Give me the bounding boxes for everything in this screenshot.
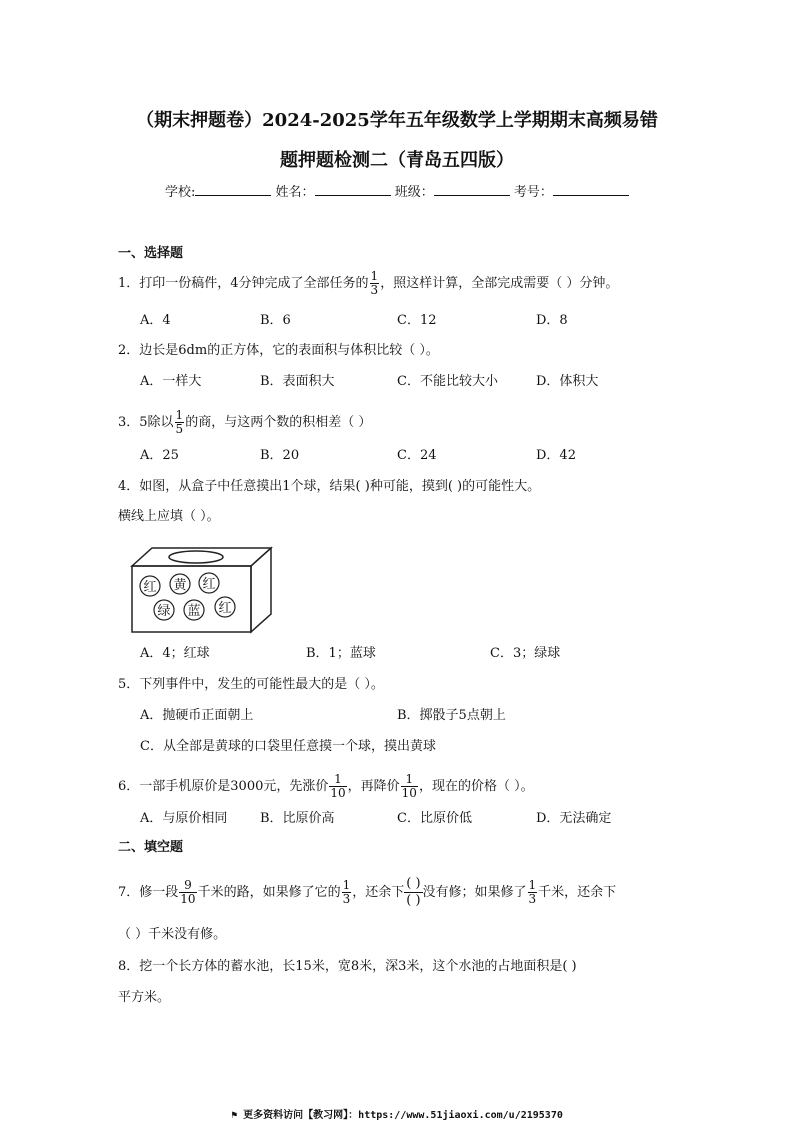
footer xyxy=(0,1106,794,1121)
name-blank[interactable] xyxy=(315,183,391,196)
q5-option-a[interactable]: A．抛硬币正面朝上 xyxy=(140,708,254,723)
svg-text:绿: 绿 xyxy=(157,604,171,619)
question-8-line2: 平方米。 xyxy=(118,990,171,1005)
q5-option-b[interactable]: B．掷骰子5点朝上 xyxy=(397,708,506,723)
q6-option-a[interactable]: A．与原价相同 xyxy=(140,811,228,826)
svg-text:红: 红 xyxy=(202,577,216,592)
q6-fraction-2: $\frac{1}{10}$ xyxy=(401,772,417,800)
page-title-line1: （期末押题卷）2024-2025学年五年级数学上学期期末高频易错 xyxy=(136,110,658,131)
q6-text-mid: ，再降价 xyxy=(347,779,400,794)
school-label: 学校: xyxy=(165,185,196,200)
q1-option-b[interactable]: B．6 xyxy=(260,313,291,328)
q2-option-d[interactable]: D．体积大 xyxy=(536,374,599,389)
ball-red-2 xyxy=(199,573,219,593)
svg-text:黄: 黄 xyxy=(173,578,187,593)
svg-text:红: 红 xyxy=(218,601,232,616)
school-blank[interactable] xyxy=(195,183,271,196)
q6-option-c[interactable]: C．比原价低 xyxy=(397,811,472,826)
q6-text-post: ，现在的价格（ ）。 xyxy=(418,779,534,794)
ball-red-1 xyxy=(140,576,160,596)
question-3 xyxy=(118,409,371,436)
q7-fraction-2: $\frac{1}{3}$ xyxy=(342,878,351,906)
q3-text-pre: 3．5除以 xyxy=(118,415,174,430)
q2-option-a[interactable]: A．一样大 xyxy=(140,374,202,389)
number-label: 考号： xyxy=(513,185,553,200)
q2-option-c[interactable]: C．不能比较大小 xyxy=(397,374,498,389)
q7-fraction-1: $\frac{9}{10}$ xyxy=(180,878,196,906)
ball-box-figure xyxy=(128,544,273,636)
q5-option-c[interactable]: C．从全部是黄球的口袋里任意摸一个球，摸出黄球 xyxy=(140,739,436,754)
q1-option-c[interactable]: C．12 xyxy=(397,313,437,328)
q6-text-pre: 6．一部手机原价是3000元，先涨价 xyxy=(118,779,329,794)
q4-option-b[interactable]: B．1；蓝球 xyxy=(306,646,376,661)
svg-text:蓝: 蓝 xyxy=(187,604,201,619)
q1-text-post: ，照这样计算，全部完成需要（ ）分钟。 xyxy=(380,276,619,291)
q1-fraction: $\frac{1}{3}$ xyxy=(370,269,379,297)
q7-fraction-blank[interactable]: $\frac{( )}{( )}$ xyxy=(406,876,421,908)
q7-text-mid1: 千米的路，如果修了它的 xyxy=(197,885,341,900)
q3-option-c[interactable]: C．24 xyxy=(397,448,437,463)
q3-text-post: 的商，与这两个数的积相差（ ） xyxy=(185,415,372,430)
page-title-line2: 题押题检测二（青岛五四版） xyxy=(280,150,514,171)
ball-red-3 xyxy=(215,597,235,617)
question-2: 2．边长是6dm的正方体，它的表面积与体积比较（ ）。 xyxy=(118,343,439,358)
q1-option-d[interactable]: D．8 xyxy=(536,313,568,328)
question-6 xyxy=(118,773,534,800)
q2-option-b[interactable]: B．表面积大 xyxy=(260,374,335,389)
q3-option-b[interactable]: B．20 xyxy=(260,448,300,463)
flag-icon: ⚑ xyxy=(231,1110,244,1121)
q7-text-mid3: 没有修；如果修了 xyxy=(422,885,527,900)
q7-text-mid2: ，还余下 xyxy=(352,885,405,900)
footer-link[interactable]: 更多资料访问【教习网】：https://www.51jiaoxi.com/u/2195370 xyxy=(243,1110,563,1121)
question-7-line1 xyxy=(118,876,616,909)
q6-option-d[interactable]: D．无法确定 xyxy=(536,811,612,826)
q6-option-b[interactable]: B．比原价高 xyxy=(260,811,335,826)
q7-fraction-3: $\frac{1}{3}$ xyxy=(528,878,537,906)
class-label: 班级： xyxy=(394,185,434,200)
class-blank[interactable] xyxy=(434,183,510,196)
header-fields xyxy=(165,183,629,202)
question-4-line1: 4．如图，从盒子中任意摸出1个球，结果( )种可能，摸到( )的可能性大。 xyxy=(118,479,541,494)
q7-text-pre: 7．修一段 xyxy=(118,885,179,900)
question-7-line2: （ ）千米没有修。 xyxy=(118,927,227,942)
section-title-choice: 一、选择题 xyxy=(118,246,184,261)
question-4-line2: 横线上应填（ ）。 xyxy=(118,509,220,524)
number-blank[interactable] xyxy=(553,183,629,196)
ball-green xyxy=(154,600,174,620)
ball-yellow xyxy=(170,574,190,594)
q4-option-c[interactable]: C．3；绿球 xyxy=(490,646,561,661)
q1-option-a[interactable]: A．4 xyxy=(140,313,171,328)
question-1 xyxy=(118,270,618,297)
q3-option-a[interactable]: A．25 xyxy=(140,448,179,463)
q3-option-d[interactable]: D．42 xyxy=(536,448,576,463)
svg-text:红: 红 xyxy=(143,580,157,595)
q1-text-pre: 1．打印一份稿件，4分钟完成了全部任务的 xyxy=(118,276,369,291)
q6-fraction-1: $\frac{1}{10}$ xyxy=(330,772,346,800)
q3-fraction: $\frac{1}{5}$ xyxy=(175,408,184,436)
name-label: 姓名： xyxy=(275,185,315,200)
section-title-fill: 二、填空题 xyxy=(118,840,184,855)
q4-option-a[interactable]: A．4；红球 xyxy=(140,646,210,661)
ball-blue xyxy=(184,600,204,620)
question-8-line1: 8．挖一个长方体的蓄水池，长15米，宽8米，深3米，这个水池的占地面积是( ) xyxy=(118,959,577,974)
q7-text-post: 千米，还余下 xyxy=(538,885,617,900)
question-5: 5．下列事件中，发生的可能性最大的是（ ）。 xyxy=(118,677,384,692)
